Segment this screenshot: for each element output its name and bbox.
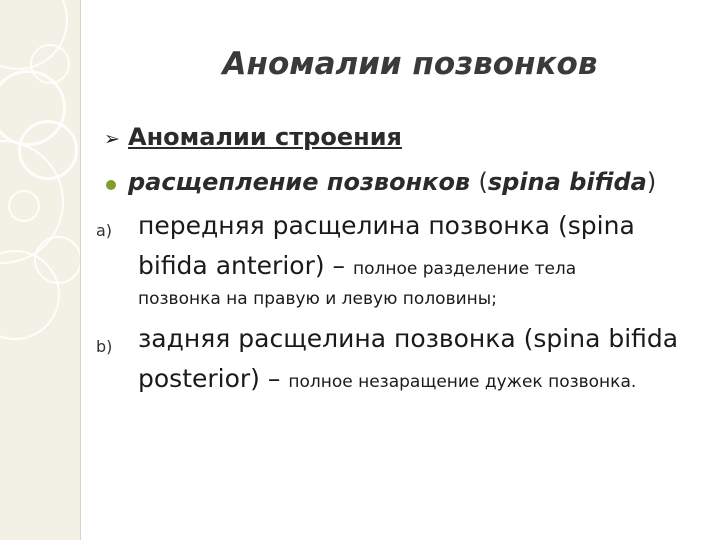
item-a-line3: позвонка на правую и левую половины; <box>138 289 497 309</box>
item-a-line1: передняя расщелина позвонка (spina <box>138 211 635 240</box>
item-a-line2-main: bifida anterior) – <box>138 251 353 280</box>
heading-spina-bifida-main: расщепление позвонков <box>128 168 479 196</box>
side-band-divider <box>80 0 81 540</box>
heading-paren-open: ( <box>478 168 488 196</box>
item-b-line2-detail: полное незаращение дужек позвонка. <box>288 372 637 392</box>
decorative-circle <box>18 120 78 180</box>
item-a-line2-detail: полное разделение тела <box>353 259 577 279</box>
decorative-circle <box>8 190 40 222</box>
item-a-line2 <box>138 251 576 280</box>
list-marker-a: a) <box>96 221 113 240</box>
heading-spina-bifida <box>128 168 656 196</box>
heading-paren-close: ) <box>646 168 657 196</box>
heading-anomalies-structure: Аномалии строения <box>128 123 402 151</box>
item-b-line2-main: posterior) – <box>138 364 289 393</box>
round-bullet-icon <box>106 180 116 190</box>
decorative-circle <box>34 236 80 284</box>
heading-spina-bifida-latin: spina bifida <box>487 168 647 196</box>
decorative-side-band <box>0 0 80 540</box>
arrow-bullet-icon: ➢ <box>104 128 120 150</box>
slide-title: Аномалии позвонков <box>222 46 598 82</box>
item-b-line2 <box>138 364 636 393</box>
decorative-circle <box>30 44 70 84</box>
item-b-line1: задняя расщелина позвонка (spina bifida <box>138 324 679 353</box>
list-marker-b: b) <box>96 337 113 356</box>
